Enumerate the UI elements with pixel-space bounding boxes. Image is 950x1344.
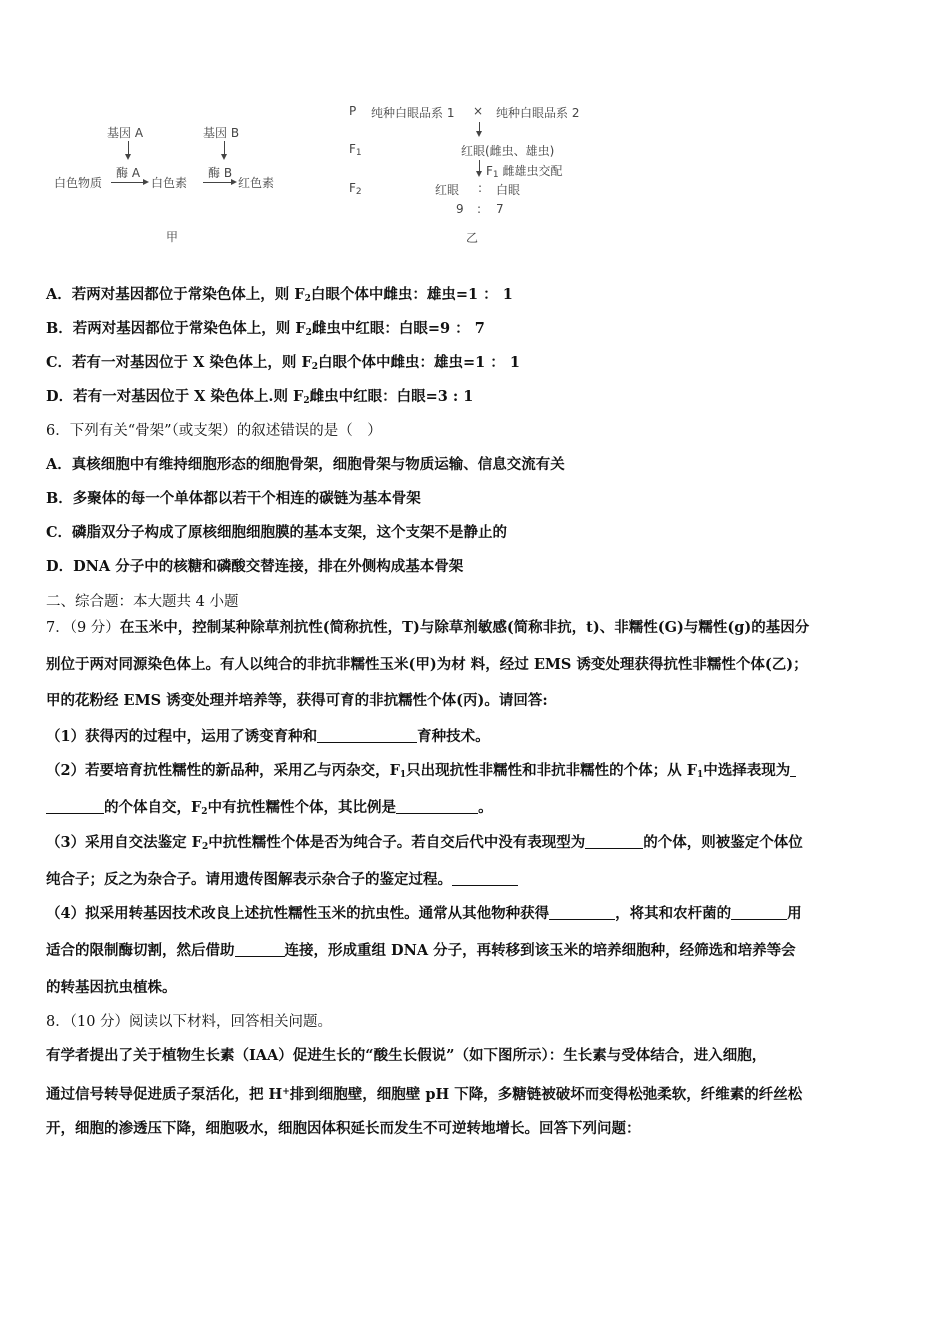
answer-blank-1[interactable]: [317, 728, 417, 743]
answer-blank-7[interactable]: [731, 905, 787, 920]
answer-blank-4[interactable]: [585, 834, 643, 849]
arrow-f1-to-f2: [479, 160, 480, 172]
q8-material-line2: 通过信号转导促进质子泵活化，把 H+排到细胞壁，细胞壁 pH 下降，多糖链被破坏而变得松弛柔软，纤维素的纤丝松: [46, 1086, 803, 1103]
red-pigment-label: 红色素: [238, 176, 275, 190]
cross-symbol: ×: [473, 104, 484, 118]
q7-stem-line1: 7．（9 分）在玉米中，控制某种除草剂抗性(简称抗性，T)与除草剂敏感(简称非抗，t)、非糯性(G)与糯性(g)的基因分: [46, 619, 810, 636]
figure-yi-caption: 乙: [466, 231, 479, 245]
f2-colon: :: [478, 181, 483, 195]
p-label: P: [349, 104, 357, 118]
gene-b-label: 基因 B: [203, 126, 240, 140]
f2-red-label: 红眼: [435, 183, 460, 197]
q7-stem-line3: 甲的花粉经 EMS 诱变处理并培养等，获得可育的非抗糯性个体(丙)。请回答:: [46, 692, 548, 709]
q6-option-a: A．真核细胞中有维持细胞形态的细胞骨架，细胞骨架与物质运输、信息交流有关: [46, 456, 565, 473]
q6-option-b: B．多聚体的每一个单体都以若干个相连的碳链为基本骨架: [46, 490, 421, 507]
ratio-white-value: 7: [496, 202, 504, 216]
arrow-gene-a: [128, 141, 129, 155]
figure-jia-caption: 甲: [166, 230, 179, 244]
answer-blank-5[interactable]: [452, 871, 518, 886]
q5-option-a: A．若两对基因都位于常染色体上，则 $F_2$白眼个体中雌虫：雄虫=1 ： 1: [46, 286, 513, 304]
arrow-to-red-pigment: [203, 182, 232, 183]
q7-stem-line2: 别位于两对同源染色体上。有人以纯合的非抗非糯性玉米(甲)为材 料，经过 EMS 诱变处理获得抗性非糯性个体(乙)；: [46, 656, 808, 673]
q8-stem: 8．（10 分）阅读以下材料，回答相关问题。: [46, 1014, 333, 1030]
f1-mating-label: $F_1$ 雌雄虫交配: [486, 164, 563, 180]
white-pigment-label: 白色素: [151, 176, 188, 190]
gene-a-label: 基因 A: [107, 126, 144, 140]
q8-material-line3: 开，细胞的渗透压下降，细胞吸水，细胞因体积延长而发生不可逆转地增长。回答下列问题：: [46, 1120, 641, 1137]
ratio-colon: :: [477, 202, 482, 216]
arrow-p-to-f1: [479, 122, 480, 132]
q5-option-c: C．若有一对基因位于 X 染色体上，则 $F_2$白眼个体中雌虫：雄虫=1 ： 1: [46, 354, 520, 372]
q7-part2-line2: 的个体自交，$F_2$中有抗性糯性个体，其比例是 。: [46, 798, 493, 822]
enzyme-b-label: 酶 B: [208, 166, 233, 180]
ratio-red-value: 9: [456, 202, 464, 216]
q7-part3-line1: （3）采用自交法鉴定 $F_2$中抗性糯性个体是否为纯合子。若自交后代中没有表现型为 的个体，则被鉴定个体位: [46, 834, 803, 852]
q6-stem: 6．下列有关“骨架”（或支架）的叙述错误的是（ ）: [46, 423, 382, 439]
answer-blank-6[interactable]: [549, 905, 615, 920]
q6-option-c: C．磷脂双分子构成了原核细胞细胞膜的基本支架，这个支架不是静止的: [46, 524, 508, 541]
q7-part1: （1）获得丙的过程中，运用了诱变育种和 育种技术。: [46, 728, 490, 745]
q7-part4-line1: （4）拟采用转基因技术改良上述抗性糯性玉米的抗虫性。通常从其他物种获得 ，将其和农杆菌的 用: [46, 905, 802, 922]
answer-blank-2b[interactable]: [46, 799, 104, 814]
q7-part4-line2: 适合的限制酶切割，然后借助 连接，形成重组 DNA 分子，再转移到该玉米的培养细胞种，经筛选和培养等会: [46, 942, 796, 959]
answer-blank-2a[interactable]: [790, 762, 796, 777]
arrow-to-white-pigment: [111, 182, 144, 183]
f2-white-label: 白眼: [496, 183, 521, 197]
q5-option-d: D．若有一对基因位于 X 染色体上.则 $F_2$雌虫中红眼：白眼=3 : 1: [46, 388, 474, 406]
answer-blank-3[interactable]: [396, 799, 478, 814]
f1-generation-label: $F_1$: [349, 142, 362, 158]
answer-blank-8[interactable]: [235, 942, 285, 957]
f2-generation-label: $F_2$: [349, 181, 362, 197]
section2-title: 二、综合题：本大题共 4 小题: [46, 594, 239, 610]
q6-option-d: D．DNA 分子中的核糖和磷酸交替连接，排在外侧构成基本骨架: [46, 558, 464, 575]
parent1-label: 纯种白眼品系 1: [371, 106, 455, 120]
parent2-label: 纯种白眼品系 2: [496, 106, 580, 120]
white-substance-label: 白色物质: [54, 176, 103, 190]
q7-part3-line2: 纯合子；反之为杂合子。请用遗传图解表示杂合子的鉴定过程。: [46, 870, 518, 890]
q7-part2-line1: （2）若要培育抗性糯性的新品种，采用乙与丙杂交，$F_1$只出现抗性非糯性和非抗非糯性的个体；从 $F_1$中选择表现为: [46, 761, 796, 785]
q8-material-line1: 有学者提出了关于植物生长素（IAA）促进生长的“酸生长假说”（如下图所示）：生长素与受体结合，进入细胞，: [46, 1047, 767, 1064]
f1-phenotype: 红眼(雌虫、雄虫): [461, 144, 555, 158]
q5-option-b: B．若两对基因都位于常染色体上，则 $F_2$雌虫中红眼：白眼=9 ： 7: [46, 320, 485, 338]
enzyme-a-label: 酶 A: [116, 166, 141, 180]
q7-part4-line3: 的转基因抗虫植株。: [46, 979, 177, 996]
arrow-gene-b: [224, 141, 225, 155]
